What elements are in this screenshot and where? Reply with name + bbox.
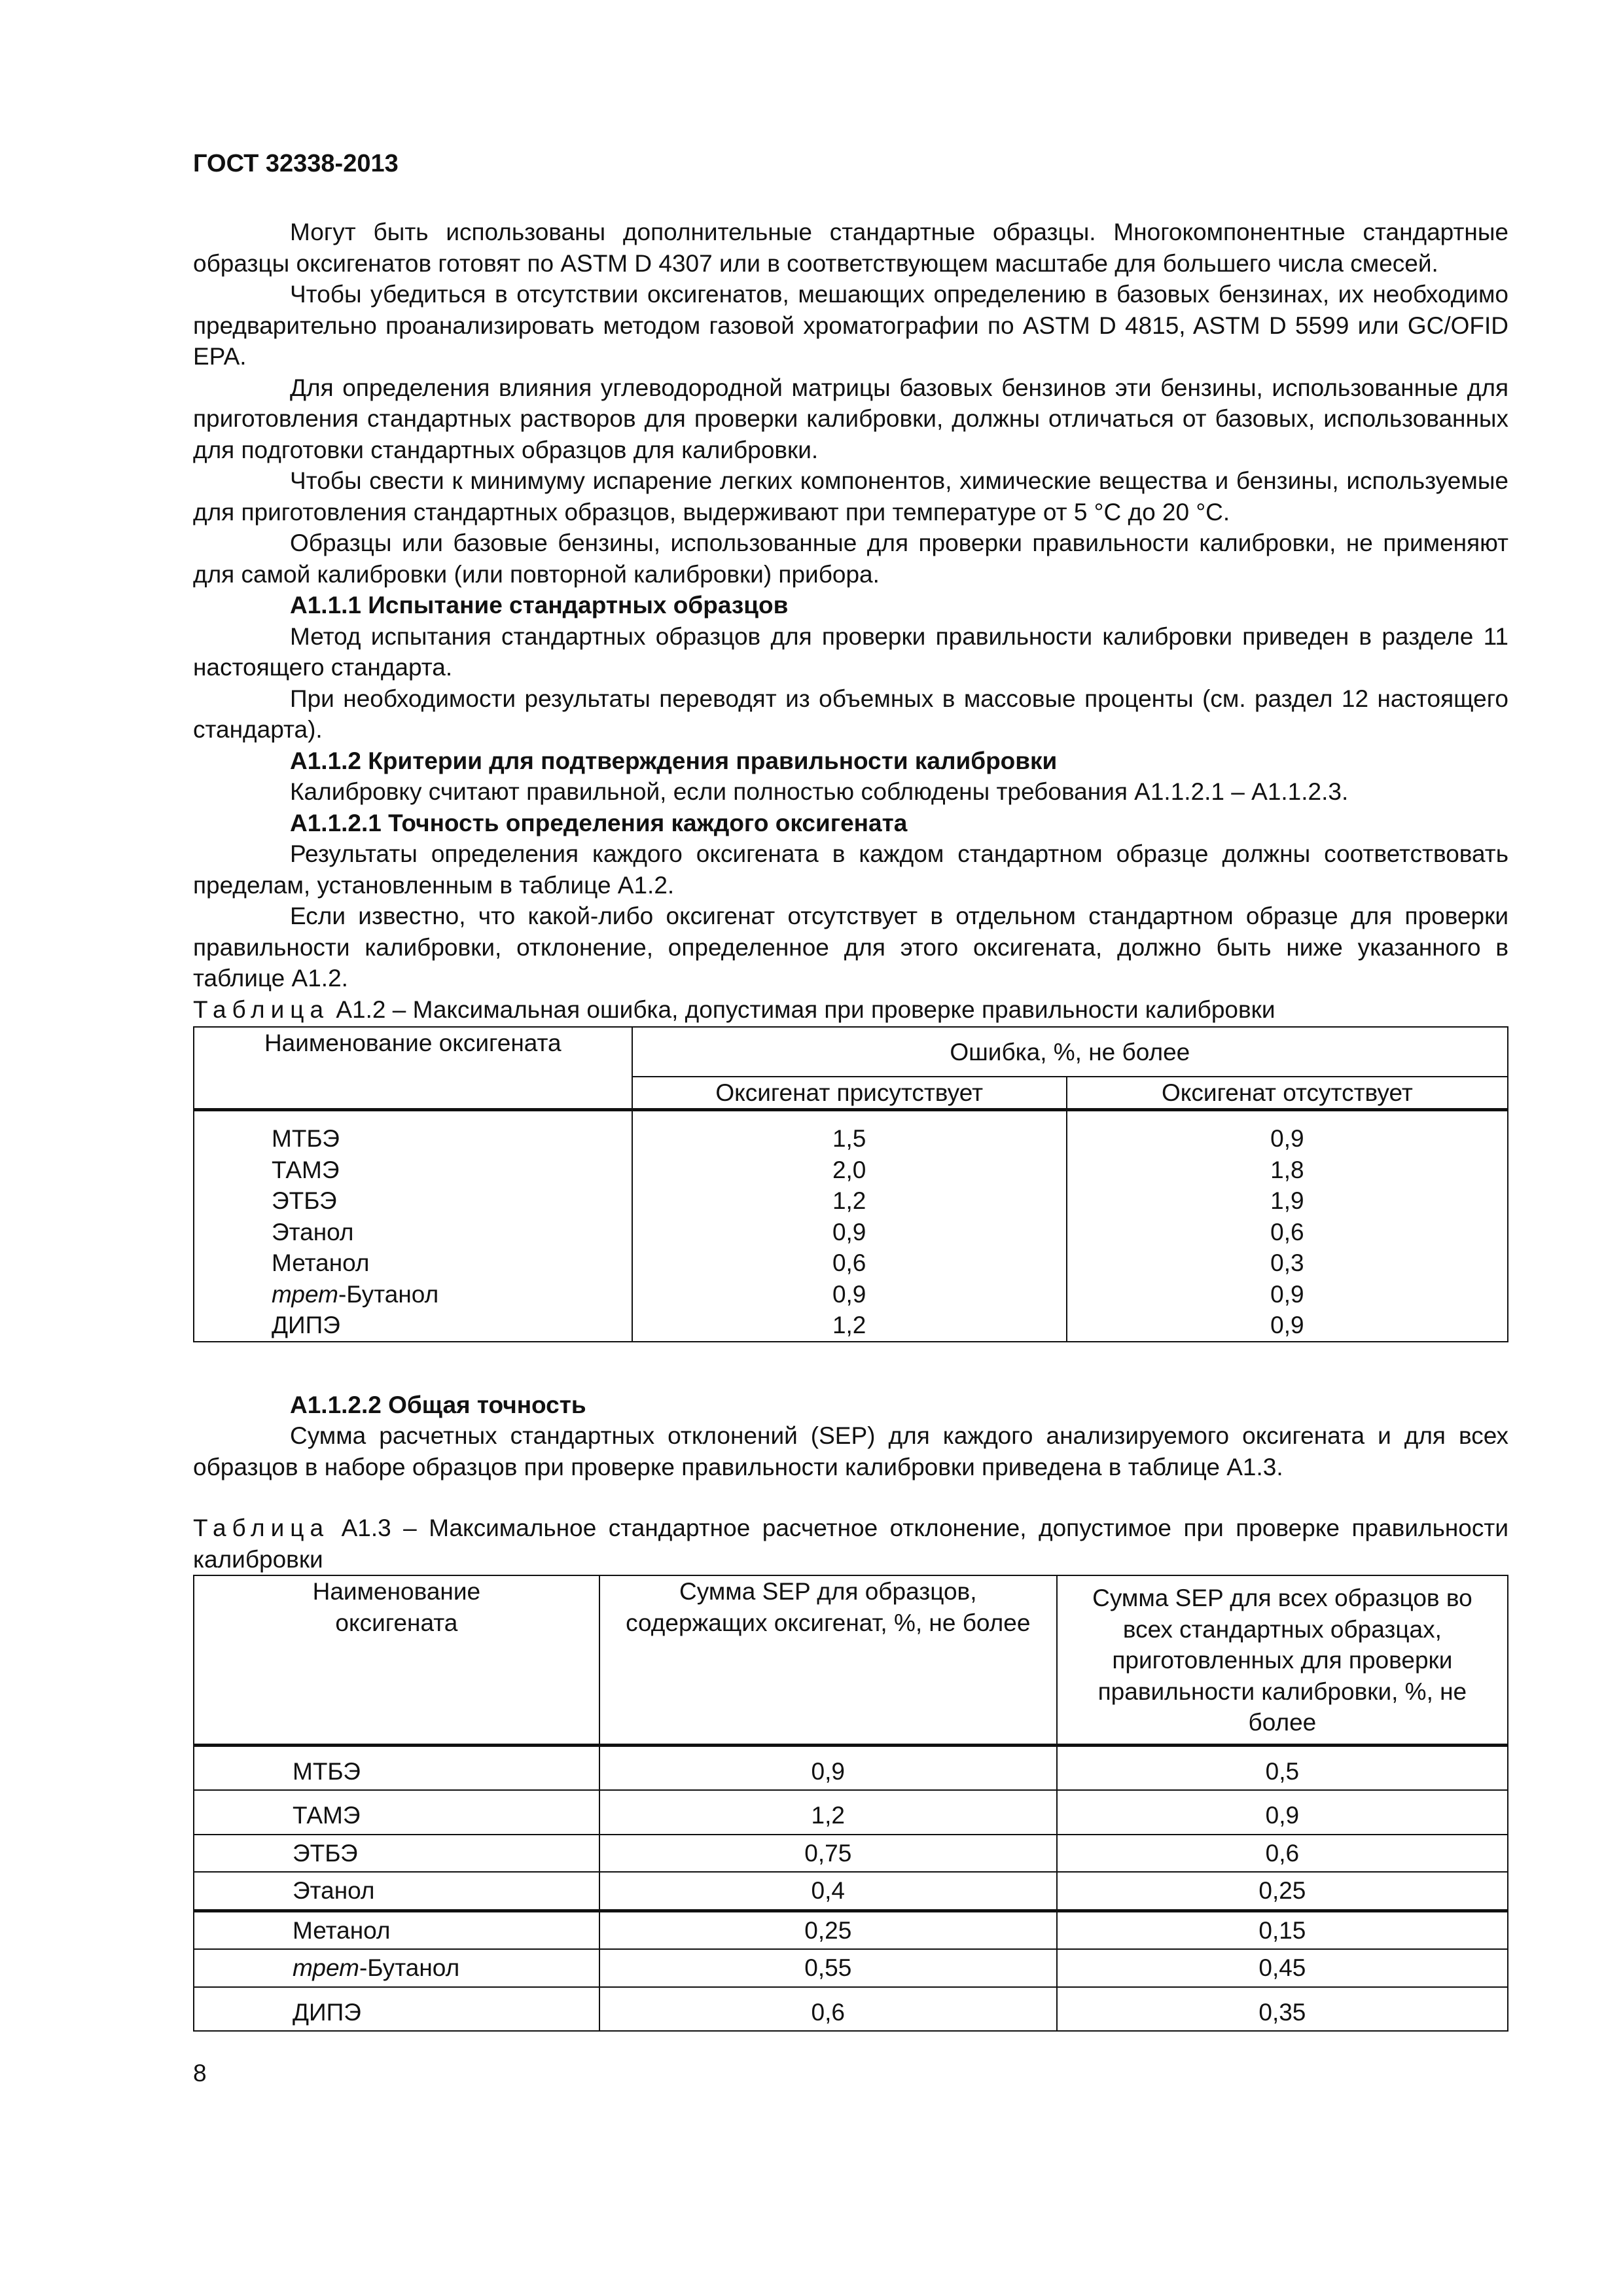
sep-containing-value: 0,55: [599, 1949, 1057, 1987]
present-value: 0,9: [832, 1280, 866, 1308]
absent-values-cell: [1067, 1110, 1508, 1342]
present-value: 1,2: [832, 1312, 866, 1338]
oxygenate-name-text: МТБЭ: [272, 1125, 340, 1152]
column-header-absent: Оксигенат отсутствует: [1067, 1077, 1508, 1110]
oxygenate-name: [194, 1949, 599, 1987]
section-heading: А1.1.2.1 Точность определения каждого оксигената: [290, 809, 908, 836]
oxygenate-name-text: ЭТБЭ: [272, 1187, 337, 1214]
absent-value: 0,9: [1270, 1312, 1304, 1338]
column-header-sum-all: Сумма SEP для всех образцов во всех стандартных образцах, приготовленных для проверки правильности калибровки, %, не более: [1057, 1575, 1508, 1745]
paragraph: Для определения влияния углеводородной матрицы базовых бензинов эти бензины, использованные для приготовления стандартных растворов для проверки калибровки, должны отличаться от базовых, использованных для подготовки стандартных образцов для калибровки.: [193, 374, 1508, 463]
oxygenate-name-text: Этанол: [293, 1877, 375, 1904]
absent-value: 1,8: [1270, 1156, 1304, 1183]
table-max-error: [193, 1026, 1508, 1342]
table-row: [194, 1949, 1508, 1987]
absent-value: 0,6: [1270, 1218, 1304, 1246]
oxygenate-name-prefix: трет: [293, 1954, 359, 1981]
oxygenate-name: [272, 1155, 632, 1186]
table-caption: [193, 1513, 1508, 1575]
oxygenate-name: [194, 1790, 599, 1835]
sep-all-value: 0,9: [1057, 1790, 1508, 1835]
oxygenate-name: [272, 1279, 632, 1310]
table-row: [194, 1872, 1508, 1910]
oxygenate-name-text: -Бутанол: [359, 1954, 460, 1981]
section-heading: А1.1.2.2 Общая точность: [290, 1391, 586, 1418]
table-row: [194, 1910, 1508, 1949]
column-header-present: Оксигенат присутствует: [632, 1077, 1067, 1110]
paragraph: При необходимости результаты переводят из объемных в массовые проценты (см. раздел 12 настоящего стандарта).: [193, 685, 1508, 743]
paragraph: Калибровку считают правильной, если полностью соблюдены требования А1.1.2.1 – А1.1.2.3.: [290, 778, 1349, 805]
table-max-sep: [193, 1575, 1508, 2032]
oxygenate-name-text: МТБЭ: [293, 1757, 361, 1785]
sep-containing-value: 0,75: [599, 1835, 1057, 1873]
table-row: [194, 1790, 1508, 1835]
absent-value: 1,9: [1270, 1187, 1304, 1214]
present-value: 2,0: [832, 1156, 866, 1183]
document-header: ГОСТ 32338-2013: [193, 150, 399, 177]
oxygenate-name-prefix: трет: [272, 1280, 338, 1308]
sep-all-value: 0,5: [1057, 1745, 1508, 1790]
column-header-name: Наименование оксигената: [194, 1027, 632, 1110]
section-heading: А1.1.1 Испытание стандартных образцов: [290, 592, 789, 619]
oxygenate-name-text: ДИПЭ: [272, 1312, 340, 1338]
table-body: [194, 1745, 1508, 2031]
page-number: 8: [193, 2060, 207, 2087]
oxygenate-name-text: ДИПЭ: [293, 1998, 361, 2026]
caption-text: А1.2 – Максимальная ошибка, допустимая при проверке правильности калибровки: [329, 996, 1275, 1023]
paragraph: Результаты определения каждого оксигената в каждом стандартном образце должны соответствовать пределам, установленным в таблице А1.2.: [193, 840, 1508, 899]
paragraph: Чтобы убедиться в отсутствии оксигенатов, мешающих определению в базовых бензинах, их необходимо предварительно проанализировать методом газовой хроматографии по ASTM D 4815, ASTM D 5599 или GC/OFID EPA.: [193, 281, 1508, 370]
absent-value: 0,3: [1270, 1249, 1304, 1276]
oxygenate-names-cell: [194, 1110, 632, 1342]
sep-containing-value: 0,9: [599, 1745, 1057, 1790]
oxygenate-name: [194, 1987, 599, 2032]
oxygenate-name-text: -Бутанол: [338, 1280, 439, 1308]
oxygenate-name: [272, 1247, 632, 1279]
present-value: 1,5: [832, 1125, 866, 1152]
present-value: 0,9: [832, 1218, 866, 1246]
sep-all-value: 0,25: [1057, 1872, 1508, 1910]
table-row: [194, 1835, 1508, 1873]
paragraph: Чтобы свести к минимуму испарение легких компонентов, химические вещества и бензины, используемые для приготовления стандартных образцов, выдерживают при температуре от 5 °С до 20 °С.: [193, 467, 1508, 526]
paragraph: Сумма расчетных стандартных отклонений (SEP) для каждого анализируемого оксигената и для всех образцов в наборе образцов при проверке правильности калибровки приведена в таблице А1.3.: [193, 1422, 1508, 1480]
present-value: 1,2: [832, 1187, 866, 1214]
section-heading: А1.1.2 Критерии для подтверждения правильности калибровки: [290, 747, 1058, 774]
paragraph: Образцы или базовые бензины, использованные для проверки правильности калибровки, не применяют для самой калибровки (или повторной калибровки) прибора.: [193, 529, 1508, 588]
sep-all-value: 0,15: [1057, 1910, 1508, 1949]
paragraph: Метод испытания стандартных образцов для проверки правильности калибровки приведен в разделе 11 настоящего стандарта.: [193, 622, 1508, 681]
oxygenate-name: [194, 1872, 599, 1910]
sep-containing-value: 0,6: [599, 1987, 1057, 2032]
oxygenate-name: [272, 1217, 632, 1248]
column-header-error: Ошибка, %, не более: [632, 1027, 1508, 1077]
caption-label: Таблица: [193, 1515, 330, 1541]
oxygenate-name: [272, 1123, 632, 1155]
absent-value: 0,9: [1270, 1125, 1304, 1152]
oxygenate-name: [272, 1185, 632, 1217]
oxygenate-name-text: ЭТБЭ: [293, 1839, 358, 1867]
document-page: [193, 147, 1508, 2089]
sep-containing-value: 1,2: [599, 1790, 1057, 1835]
sep-all-value: 0,35: [1057, 1987, 1508, 2032]
absent-value: 0,9: [1270, 1280, 1304, 1308]
paragraph: Могут быть использованы дополнительные стандартные образцы. Многокомпонентные стандартные образцы оксигенатов готовят по ASTM D 4307 или в соответствующем масштабе для большего числа смесей.: [193, 219, 1508, 277]
table-caption: [193, 994, 1508, 1026]
oxygenate-name: [272, 1310, 632, 1341]
present-values-cell: [632, 1110, 1067, 1342]
sep-containing-value: 0,25: [599, 1910, 1057, 1949]
sep-containing-value: 0,4: [599, 1872, 1057, 1910]
caption-label: Таблица: [193, 996, 330, 1023]
oxygenate-name-text: Метанол: [293, 1916, 391, 1944]
table-row: [194, 1987, 1508, 2032]
present-value: 0,6: [832, 1249, 866, 1276]
table-row: [194, 1745, 1508, 1790]
oxygenate-name-text: Метанол: [272, 1249, 370, 1276]
oxygenate-name: [194, 1835, 599, 1873]
column-header-sum-containing: Сумма SEP для образцов, содержащих оксигенат, %, не более: [599, 1575, 1057, 1745]
oxygenate-name: [194, 1745, 599, 1790]
oxygenate-name-text: ТАМЭ: [272, 1156, 340, 1183]
caption-text: А1.3 – Максимальное стандартное расчетное отклонение, допустимое при проверке правильности калибровки: [193, 1515, 1508, 1573]
oxygenate-name: [194, 1910, 599, 1949]
oxygenate-name-text: ТАМЭ: [293, 1802, 361, 1829]
paragraph: Если известно, что какой-либо оксигенат отсутствует в отдельном стандартном образце для проверки правильности калибровки, отклонение, определенное для этого оксигената, должно быть ниже указанного в таблице А1.2.: [193, 903, 1508, 992]
oxygenate-name-text: Этанол: [272, 1218, 354, 1246]
sep-all-value: 0,45: [1057, 1949, 1508, 1987]
column-header-name: Наименование оксигената: [194, 1575, 599, 1745]
sep-all-value: 0,6: [1057, 1835, 1508, 1873]
